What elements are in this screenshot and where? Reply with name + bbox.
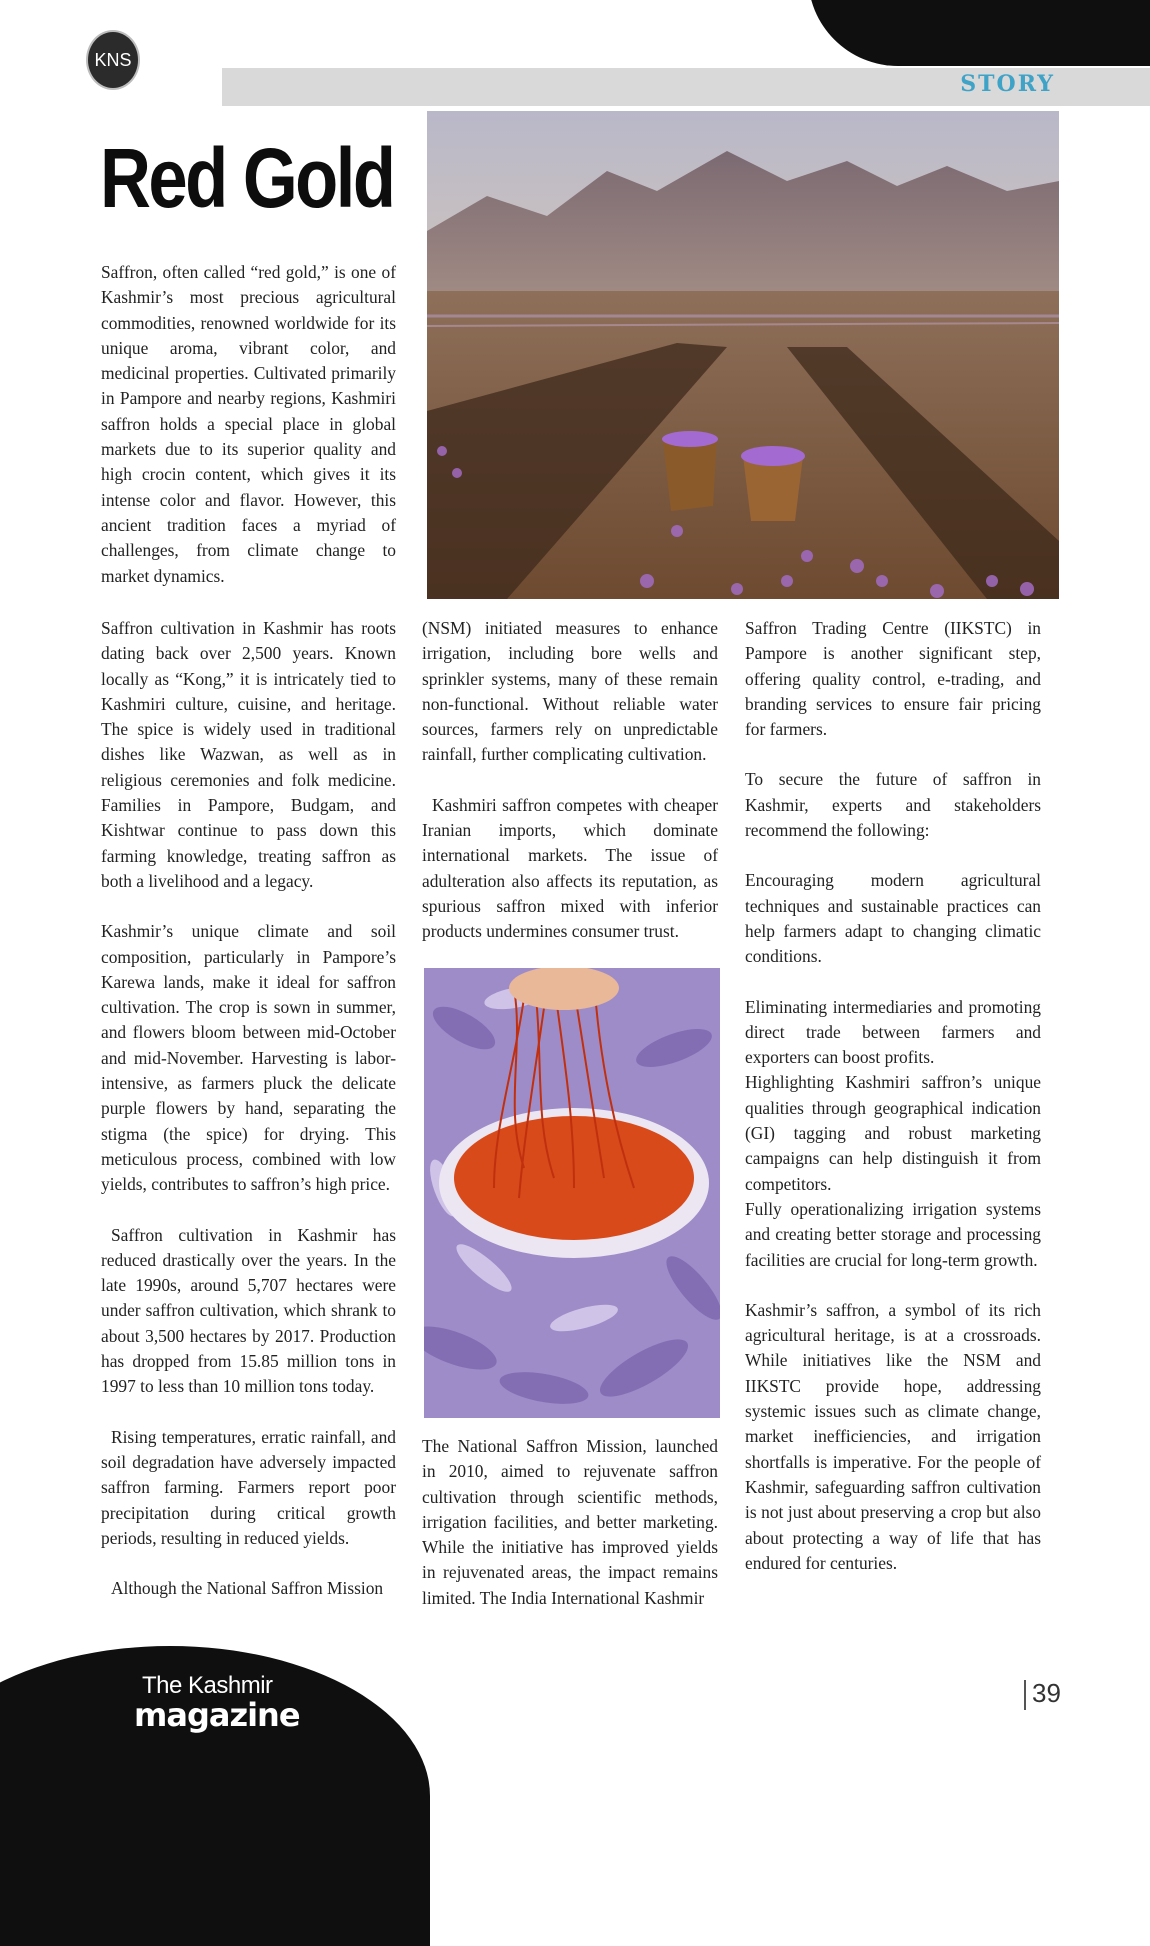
- saffron-threads-photo: [424, 968, 720, 1418]
- paragraph: Saffron cultivation in Kashmir has roots dating back over 2,500 years. Known locally as “Kong,” it is intricately tied to Kashmiri culture, cuisine, and heritage. The spice is widely used in traditional dishes like Wazwan, as well as in religious ceremonies and folk medicine. Families in Pampore, Budgam, and Kishtwar continue to pass down this farming knowledge, treating saffron as both a livelihood and a legacy.: [101, 618, 396, 891]
- paragraph: Saffron, often called “red gold,” is one of Kashmir’s most precious agricultural commodities, renowned worldwide for its unique aroma, vibrant color, and medicinal properties. Cultivated primarily in Pampore and nearby regions, Kashmiri saffron holds a special place in global markets due to its superior quality and high crocin content, which gives it its intense color and flavor. However, this ancient tradition faces a myriad of challenges, from climate change to market dynamics.: [101, 262, 396, 586]
- paragraph: (NSM) initiated measures to enhance irrigation, including bore wells and sprinkler systems, many of these remain non-functional. Without reliable water sources, farmers rely on unpredictable rainfall, further complicating cultivation.: [422, 618, 718, 765]
- kns-logo: KNS: [86, 30, 140, 90]
- magazine-brand-top: The Kashmir: [142, 1672, 273, 1699]
- column-2-bottom: [422, 1434, 718, 1611]
- paragraph: Saffron cultivation in Kashmir has reduced drastically over the years. In the late 1990s, around 5,707 hectares were under saffron cultivation, which shrank to about 3,500 hectares by 2017. Production has dropped from 15.85 million tons in 1997 to less than 10 million tons today.: [101, 1224, 396, 1397]
- saffron-field-photo: [427, 111, 1059, 599]
- paragraph: To secure the future of saffron in Kashmir, experts and stakeholders recommend the following:: [745, 769, 1041, 841]
- column-2-top: [422, 616, 718, 945]
- column-1-top: [101, 260, 396, 589]
- basket-right: [741, 446, 805, 521]
- paragraph: Kashmir’s saffron, a symbol of its rich agricultural heritage, is at a crossroads. While initiatives like the NSM and IIKSTC provide hope, addressing systemic issues such as climate change, market inefficiencies, and irrigation shortfalls is imperative. For the people of Kashmir, safeguarding saffron cultivation is not just about preserving a crop but also about protecting a way of life that has endured for centuries.: [745, 1299, 1041, 1573]
- paragraph: Although the National Saffron Mission: [111, 1578, 384, 1599]
- paragraph: Highlighting Kashmiri saffron’s unique qualities through geographical indication (GI) tagging and robust marketing campaigns can help distinguish it from competitors.: [745, 1072, 1041, 1194]
- saffron-threads-illustration: [424, 968, 720, 1418]
- magazine-brand-bottom: magazine: [134, 1696, 300, 1734]
- paragraph: The National Saffron Mission, launched in 2010, aimed to rejuvenate saffron cultivation through scientific methods, irrigation facilities, and better marketing. While the initiative has improved yields in rejuvenated areas, the impact remains limited. The India International Kashmir: [422, 1436, 718, 1608]
- page-number: 39: [1032, 1678, 1061, 1708]
- paragraph: Saffron Trading Centre (IIKSTC) in Pampore is another significant step, offering quality control, e-trading, and branding services to ensure fair pricing for farmers.: [745, 618, 1041, 740]
- paragraph: Kashmir’s unique climate and soil composition, particularly in Pampore’s Karewa lands, make it ideal for saffron cultivation. The crop is sown in summer, and flowers bloom between mid-October and mid-November. Harvesting is labor-intensive, as farmers pluck the delicate purple flowers by hand, separating the stigma (the spice) for drying. This meticulous process, combined with low yields, contributes to saffron’s high price.: [101, 921, 396, 1195]
- column-1-bottom: [101, 616, 396, 1601]
- paragraph: Eliminating intermediaries and promoting direct trade between farmers and exporters can boost profits.: [745, 996, 1041, 1068]
- paragraph: Encouraging modern agricultural techniques and sustainable practices can help farmers adapt to changing climatic conditions.: [745, 870, 1041, 967]
- section-label: STORY: [960, 71, 1055, 97]
- article-title: Red Gold: [100, 131, 394, 225]
- header-corner-tab: [808, 0, 1150, 66]
- column-3: [745, 616, 1041, 1576]
- paragraph: Fully operationalizing irrigation systems and creating better storage and processing facilities are crucial for long-term growth.: [745, 1198, 1041, 1270]
- paragraph: Kashmiri saffron competes with cheaper Iranian imports, which dominate international markets. The issue of adulteration also affects its reputation, as spurious saffron mixed with inferior products undermines consumer trust.: [422, 794, 718, 942]
- paragraph: Rising temperatures, erratic rainfall, and soil degradation have adversely impacted saffron farming. Farmers report poor precipitation during critical growth periods, resulting in reduced yields.: [101, 1426, 396, 1548]
- basket-left: [662, 431, 718, 511]
- saffron-field-illustration: [427, 111, 1059, 599]
- page-number-divider: [1024, 1680, 1026, 1710]
